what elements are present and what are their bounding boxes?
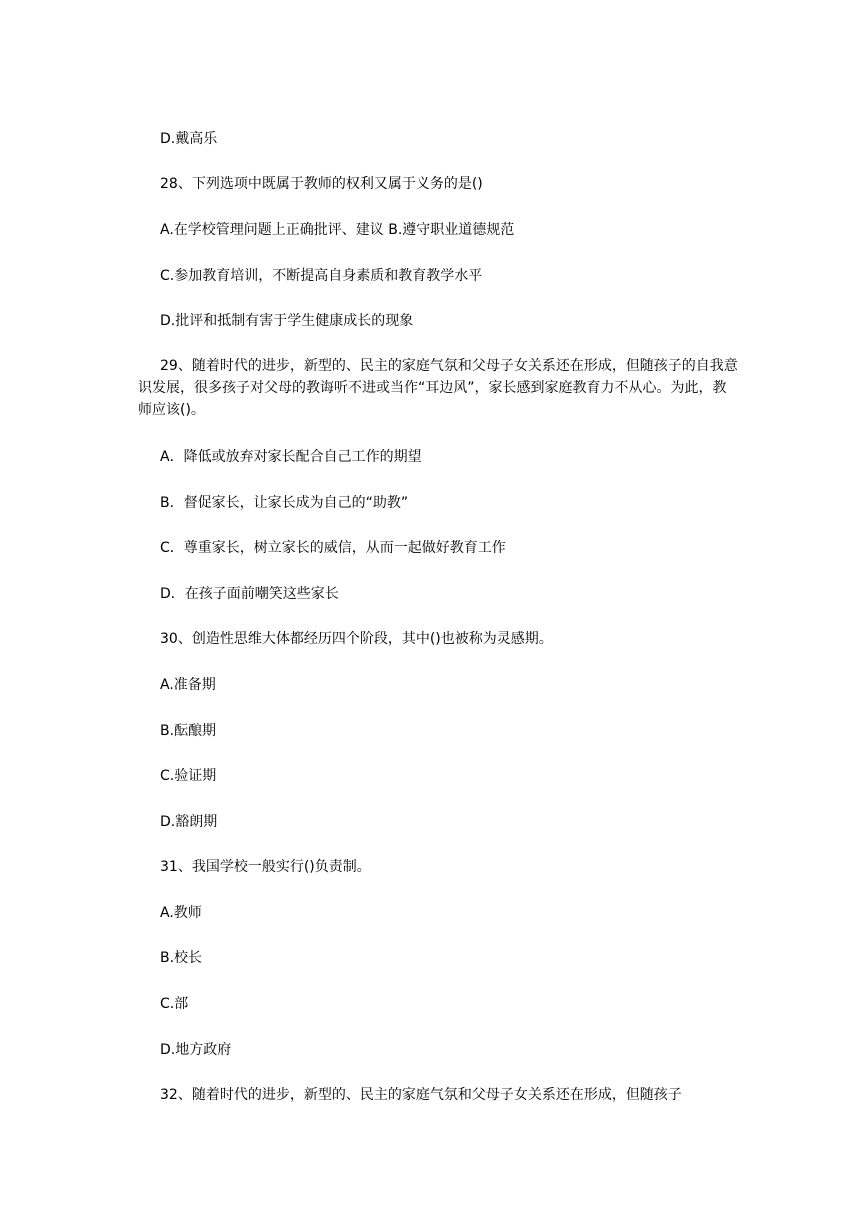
question-line: 30、创造性思维大体都经历四个阶段，其中()也被称为灵感期。 [160,631,553,647]
option-line: A.教师 [160,905,202,921]
option-line: D.豁朗期 [160,814,218,830]
option-line: B.校长 [160,950,203,966]
option-line: C.参加教育培训，不断提高自身素质和教育教学水平 [160,268,483,284]
option-line: A.在学校管理问题上正确批评、建议 B.遵守职业道德规范 [160,222,515,238]
option-line: D．在孩子面前嘲笑这些家长 [160,586,339,602]
option-line: A．降低或放弃对家长配合自己工作的期望 [160,449,422,465]
option-line: C.部 [160,996,189,1012]
option-line: A.准备期 [160,677,216,693]
question-line: 32、随着时代的进步，新型的、民主的家庭气氛和父母子女关系还在形成，但随孩子 [160,1087,682,1103]
option-line: D.地方政府 [160,1042,232,1058]
question-line: 31、我国学校一般实行()负责制。 [160,859,371,875]
option-line: C.验证期 [160,768,217,784]
question-line: 28、下列选项中既属于教师的权利又属于义务的是() [160,176,483,192]
option-line: D.戴高乐 [160,131,218,147]
option-line: C．尊重家长，树立家长的威信，从而一起做好教育工作 [160,540,506,556]
option-line: D.批评和抵制有害于学生健康成长的现象 [160,313,414,329]
question-paragraph [138,355,738,421]
option-line: B．督促家长，让家长成为自己的“助教” [160,495,409,511]
option-line: B.酝酿期 [160,723,217,739]
question-text: 29、随着时代的进步，新型的、民主的家庭气氛和父母子女关系还在形成，但随孩子的自我意识发展，很多孩子对父母的教诲听不进或当作“耳边风”，家长感到家庭教育力不从心。为此，教师应该()。 [138,358,738,418]
